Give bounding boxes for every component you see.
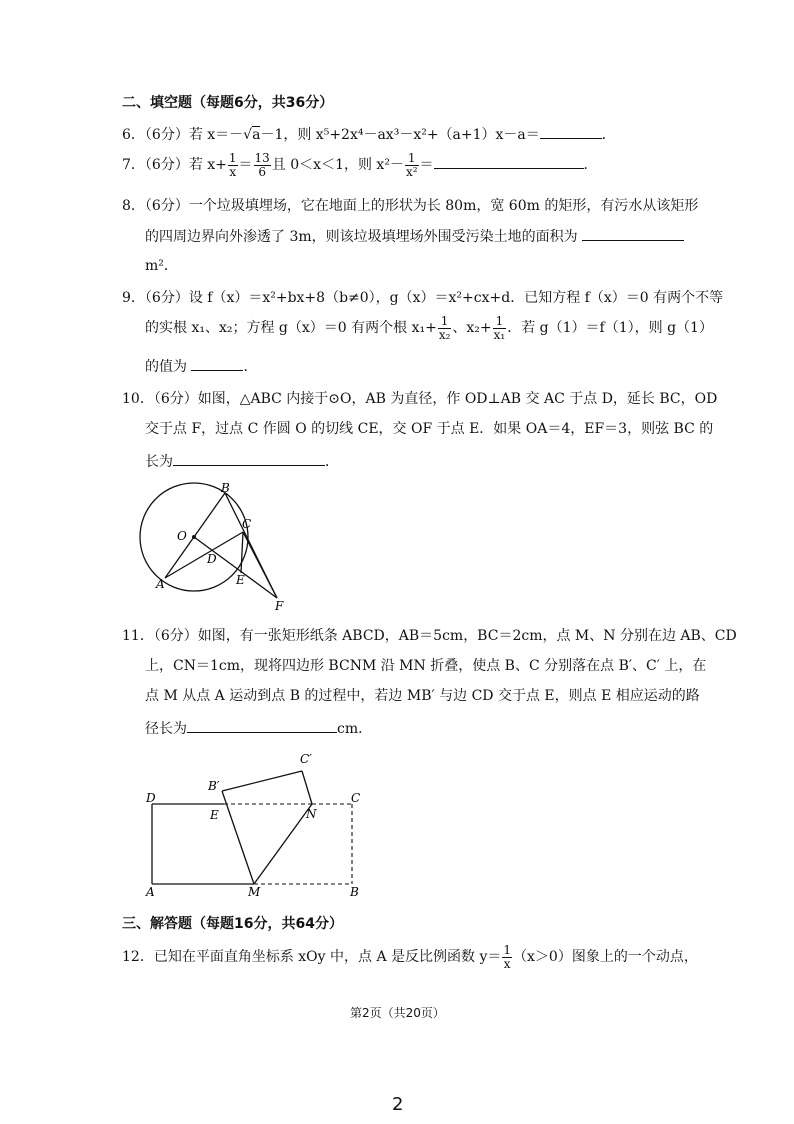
fraction [438, 315, 452, 342]
q6-end: ． [601, 127, 616, 143]
numerator: 1 [228, 150, 237, 165]
q11-line-2: 上，CN＝1cm，现将四边形 BCNM 沿 MN 折叠，使点 B、C 分别落在点 B′、C′ 上，在 [145, 658, 707, 674]
label-a: A [146, 885, 155, 899]
center-point [192, 535, 196, 539]
numerator: 13 [254, 150, 270, 165]
denominator: x₂ [438, 327, 451, 342]
q8-line-2-text: 的四周边界向外渗透了 3m，则该垃圾填埋场外围受污染土地的面积为 [145, 229, 578, 245]
label-m: M [248, 885, 261, 899]
label-d: D [146, 791, 156, 805]
q12-prefix: 12．已知在平面直角坐标系 xOy 中，点 A 是反比例函数 y＝ [122, 949, 502, 965]
q6-prefix: 6．（6分）若 x＝－ [122, 127, 244, 143]
q6-middle: －1，则 x⁵+2x⁴－ax³－x²+（a+1）x－a＝ [260, 127, 540, 143]
q10-line-3 [145, 451, 339, 472]
q8-line-3: m²． [145, 258, 178, 274]
fraction [502, 944, 512, 971]
rectangle-fold-figure [140, 748, 380, 900]
numerator: 1 [493, 315, 507, 329]
question-12 [122, 942, 698, 972]
page-number: 2 [392, 1094, 404, 1115]
label-c: C [351, 791, 361, 805]
answer-blank [540, 124, 602, 139]
segment-b-prime-c-prime [222, 771, 302, 791]
tangent-ce [241, 532, 243, 573]
q7-eq2: ＝ [419, 157, 434, 173]
page-footer: 第2页（共20页） [350, 1006, 445, 1020]
numerator: 1 [503, 942, 512, 957]
q7-end: ． [583, 157, 598, 173]
fraction [493, 315, 507, 342]
label-f: F [275, 599, 284, 613]
q9-text-a: 的实根 x₁、x₂；方程 g（x）＝0 有两个根 x₁+ [145, 320, 437, 336]
label-b: B [221, 481, 230, 495]
section-3-title: 三、解答题（每题16分，共64分） [122, 916, 343, 932]
label-a: A [156, 577, 165, 591]
label-c-prime: C′ [300, 752, 312, 766]
circle-figure [135, 480, 305, 615]
label-c: C [242, 517, 252, 531]
q6-radicand: a [252, 127, 261, 143]
denominator: x² [405, 164, 418, 179]
q11-line-3: 点 M 从点 A 运动到点 B 的过程中，若边 MB′ 与边 CD 交于点 E，则点 E 相应运动的路 [145, 688, 700, 704]
q9-text-c: ．若 g（1）＝f（1），则 g（1） [507, 320, 713, 336]
sqrt-symbol: √ [243, 127, 253, 143]
q7-prefix: 7．（6分）若 x+ [122, 157, 227, 173]
q10-line-2: 交于点 F，过点 C 作圆 O 的切线 CE，交 OF 于点 E．如果 OA＝4，EF＝3，则弦 BC 的 [145, 421, 714, 437]
answer-blank [434, 154, 584, 169]
fraction [405, 152, 419, 179]
q9-line-2 [145, 313, 713, 343]
answer-blank [187, 718, 337, 733]
question-7 [122, 150, 598, 180]
q7-eq: ＝ [238, 157, 253, 173]
q9-line-3 [145, 356, 257, 377]
q10-line-1: 10．（6分）如图，△ABC 内接于⊙O，AB 为直径，作 OD⊥AB 交 AC 于点 D，延长 BC，OD [122, 391, 718, 407]
label-e: E [210, 808, 219, 822]
fraction [228, 152, 238, 179]
q11-line-4 [145, 718, 372, 739]
q11-line-1: 11．（6分）如图，有一张矩形纸条 ABCD，AB＝5cm，BC＝2cm，点 M、N 分别在边 AB、CD [122, 628, 737, 644]
numerator: 1 [405, 152, 419, 166]
label-b: B [350, 885, 359, 899]
numerator: 1 [438, 315, 452, 329]
label-d: D [207, 552, 217, 566]
q12-suffix: （x＞0）图象上的一个动点， [513, 949, 698, 965]
answer-blank [191, 356, 243, 371]
q10-text-a: 长为 [145, 454, 173, 470]
denominator: x [503, 956, 511, 971]
label-e: E [236, 573, 245, 587]
q7-middle: 且 0＜x＜1，则 x²－ [271, 157, 404, 173]
section-2-title: 二、填空题（每题6分，共36分） [122, 95, 334, 111]
answer-blank [582, 226, 684, 241]
q9-text-e: ． [243, 359, 258, 375]
q9-text-b: 、x₂+ [452, 320, 492, 336]
q9-text-d: 的值为 [145, 359, 187, 375]
question-6 [122, 124, 616, 145]
q10-text-b: ． [325, 454, 339, 470]
fraction [254, 152, 271, 179]
q8-line-2 [145, 226, 684, 247]
segment-nm [254, 804, 312, 884]
segment-of [194, 537, 277, 598]
label-n: N [306, 807, 317, 821]
q11-text-b: cm． [337, 721, 373, 737]
denominator: 6 [258, 164, 266, 179]
q9-line-1: 9．（6分）设 f（x）＝x²+bx+8（b≠0），g（x）＝x²+cx+d．已知方程 f（x）＝0 有两个不等 [122, 290, 724, 306]
segment-cf [243, 532, 277, 598]
label-o: O [177, 529, 187, 543]
answer-blank [173, 451, 325, 466]
q8-line-1: 8．（6分）一个垃圾填埋场，它在地面上的形状为长 80m，宽 60m 的矩形，有污水从该矩形 [122, 198, 699, 214]
label-b-prime: B′ [208, 779, 220, 793]
segment-b-prime-m [222, 791, 254, 884]
denominator: x [229, 164, 237, 179]
q11-text-a: 径长为 [145, 721, 187, 737]
segment-c-prime-n [302, 771, 312, 804]
denominator: x₁ [493, 327, 506, 342]
